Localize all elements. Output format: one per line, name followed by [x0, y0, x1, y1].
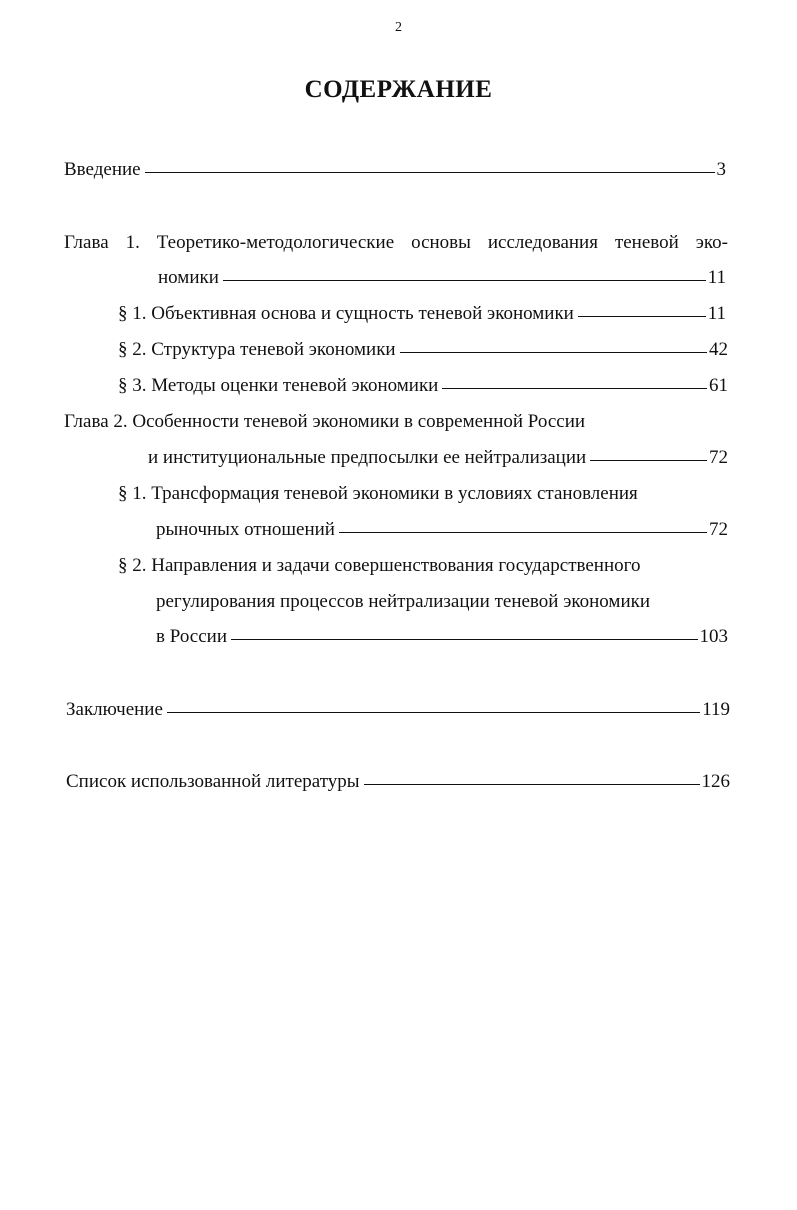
toc-word: эко-: [695, 232, 728, 253]
toc-label: § 2. Структура теневой экономики: [118, 339, 396, 360]
dot-leader: [364, 784, 700, 785]
dot-leader: [145, 172, 715, 173]
toc-section-2-2-heading[interactable]: § 2. Направления и задачи совершенствования государственного: [118, 555, 641, 576]
toc-chapter1-heading[interactable]: [64, 231, 728, 255]
dot-leader: [400, 352, 707, 353]
toc-entry-conclusion[interactable]: [66, 698, 730, 722]
dot-leader: [167, 712, 700, 713]
dot-leader: [231, 639, 698, 640]
toc-label: § 3. Методы оценки теневой экономики: [118, 375, 439, 396]
dot-leader: [339, 532, 707, 533]
toc-page: 61: [709, 375, 728, 396]
toc-section-1-3[interactable]: [118, 374, 728, 398]
toc-label: номики: [158, 267, 219, 288]
toc-label: рыночных отношений: [156, 519, 335, 540]
toc-word: основы: [411, 232, 471, 253]
toc-page: 3: [716, 159, 726, 180]
toc-label: Введение: [64, 159, 141, 180]
toc-page: 72: [709, 447, 728, 468]
toc-page: 126: [701, 771, 730, 792]
toc-page: 103: [699, 626, 728, 647]
toc-page: 72: [709, 519, 728, 540]
toc-word: теневой: [614, 232, 679, 253]
toc-section-2-1-heading[interactable]: § 1. Трансформация теневой экономики в условиях становления: [118, 483, 638, 504]
toc-chapter2-end[interactable]: [148, 446, 728, 470]
toc-label: Список использованной литературы: [66, 771, 360, 792]
toc-section-2-2-line2: регулирования процессов нейтрализации теневой экономики: [156, 591, 651, 612]
toc-entry-bibliography[interactable]: [66, 770, 730, 794]
toc-chapter1-end[interactable]: [158, 266, 726, 290]
toc-label: и институциональные предпосылки ее нейтрализации: [148, 447, 587, 468]
toc-section-2-1-end[interactable]: [156, 518, 728, 542]
toc-label: § 1. Объективная основа и сущность теневой экономики: [118, 303, 574, 324]
toc-word: 1.: [125, 232, 140, 253]
toc-chapter2-heading[interactable]: Глава 2. Особенности теневой экономики в современной России: [64, 411, 586, 432]
toc-word: Теоретико-методологические: [156, 232, 395, 253]
toc-label: Заключение: [66, 699, 163, 720]
toc-entry-intro[interactable]: [64, 158, 726, 182]
toc-word: исследования: [487, 232, 598, 253]
toc-section-2-2-end[interactable]: [156, 625, 728, 649]
toc-page: 11: [707, 303, 726, 324]
toc-section-1-1[interactable]: [118, 302, 726, 326]
toc-word: Глава: [64, 232, 109, 253]
toc-section-1-2[interactable]: [118, 338, 728, 362]
dot-leader: [223, 280, 706, 281]
dot-leader: [578, 316, 706, 317]
page-title: СОДЕРЖАНИЕ: [304, 76, 493, 103]
toc-page: 42: [709, 339, 728, 360]
dot-leader: [590, 460, 707, 461]
dot-leader: [442, 388, 707, 389]
toc-label: в России: [156, 626, 227, 647]
page-number: 2: [395, 20, 402, 35]
toc-page: 11: [707, 267, 726, 288]
toc-page: 119: [702, 699, 730, 720]
